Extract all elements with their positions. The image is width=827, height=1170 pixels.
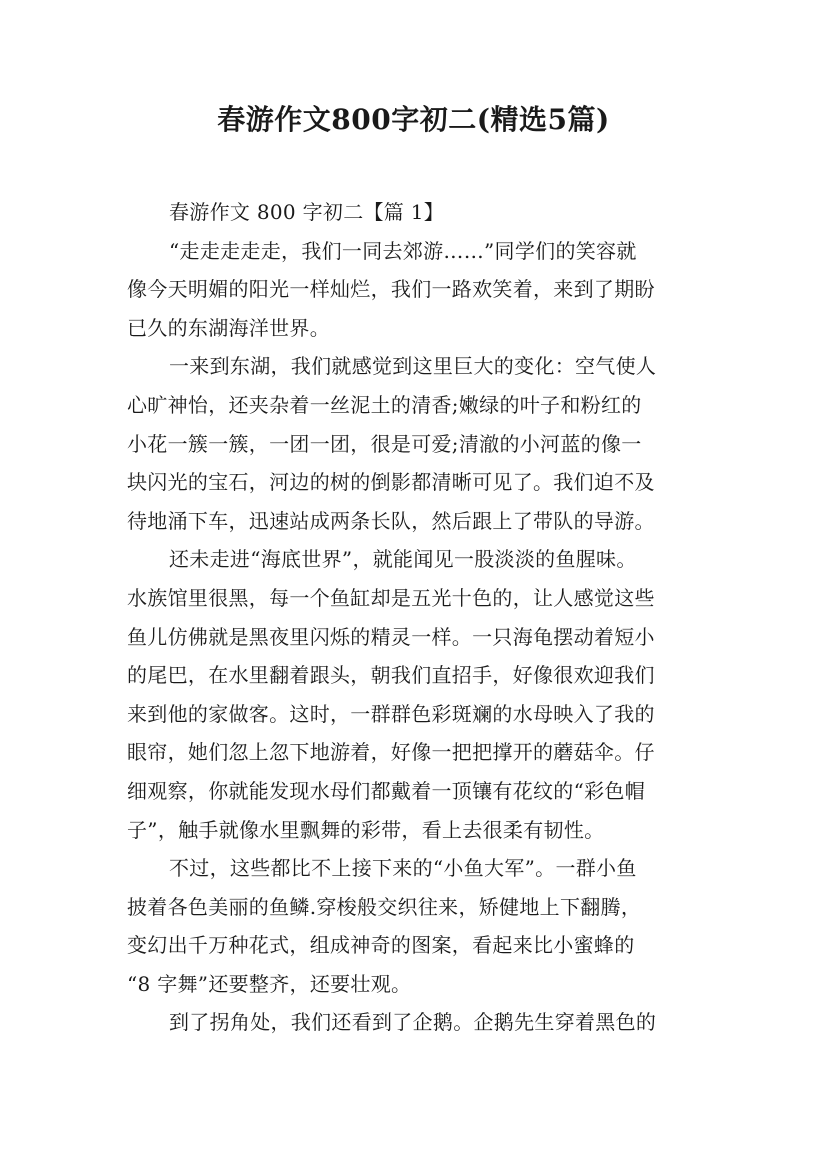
text-line: 块闪光的宝石，河边的树的倒影都清晰可见了。我们迫不及 [127, 470, 655, 495]
text-line: 心旷神怡，还夹杂着一丝泥土的清香;嫩绿的叶子和粉红的 [127, 392, 642, 417]
text-line: 春游作文 800 字初二【篇 1】 [169, 200, 445, 224]
text-line: 水族馆里很黑，每一个鱼缸却是五光十色的，让人感觉这些 [127, 585, 655, 610]
text-line: 细观察，你就能发现水母们都戴着一顶镶有花纹的“彩色帽 [127, 778, 646, 803]
text-line: 到了拐角处，我们还看到了企鹅。企鹅先生穿着黑色的 [169, 1010, 657, 1035]
text-line: 来到他的家做客。这时，一群群色彩斑斓的水母映入了我的 [127, 701, 655, 726]
document-title: 春游作文800字初二(精选5篇) [217, 103, 610, 136]
text-line: 还未走进“海底世界”，就能闻见一股淡淡的鱼腥味。 [169, 547, 637, 572]
text-line: 已久的东湖海洋世界。 [127, 315, 330, 340]
text-line: 待地涌下车，迅速站成两条长队，然后跟上了带队的导游。 [127, 508, 655, 533]
text-line: 一来到东湖，我们就感觉到这里巨大的变化：空气使人 [169, 354, 657, 379]
text-line: 变幻出千万种花式，组成神奇的图案，看起来比小蜜蜂的 [127, 933, 635, 958]
text-line: 鱼儿仿佛就是黑夜里闪烁的精灵一样。一只海龟摆动着短小 [127, 624, 655, 649]
text-line: 的尾巴，在水里翻着跟头，朝我们直招手，好像很欢迎我们 [127, 663, 655, 688]
text-line: 披着各色美丽的鱼鳞.穿梭般交织往来，矫健地上下翻腾， [127, 894, 642, 919]
text-line: “走走走走走，我们一同去郊游……”同学们的笑容就 [169, 238, 637, 263]
text-line: 子”，触手就像水里飘舞的彩带，看上去很柔有韧性。 [127, 817, 605, 842]
text-line: 眼帘，她们忽上忽下地游着，好像一把把撑开的蘑菇伞。仔 [127, 740, 655, 765]
document-body [127, 193, 707, 1042]
text-line: “8 字舞”还要整齐，还要壮观。 [127, 971, 412, 996]
text-line: 像今天明媚的阳光一样灿烂，我们一路欢笑着，来到了期盼 [127, 277, 655, 302]
text-line: 不过，这些都比不上接下来的“小鱼大军”。一群小鱼 [169, 856, 637, 881]
text-line: 小花一簇一簇，一团一团，很是可爱;清澈的小河蓝的像一 [127, 431, 642, 456]
